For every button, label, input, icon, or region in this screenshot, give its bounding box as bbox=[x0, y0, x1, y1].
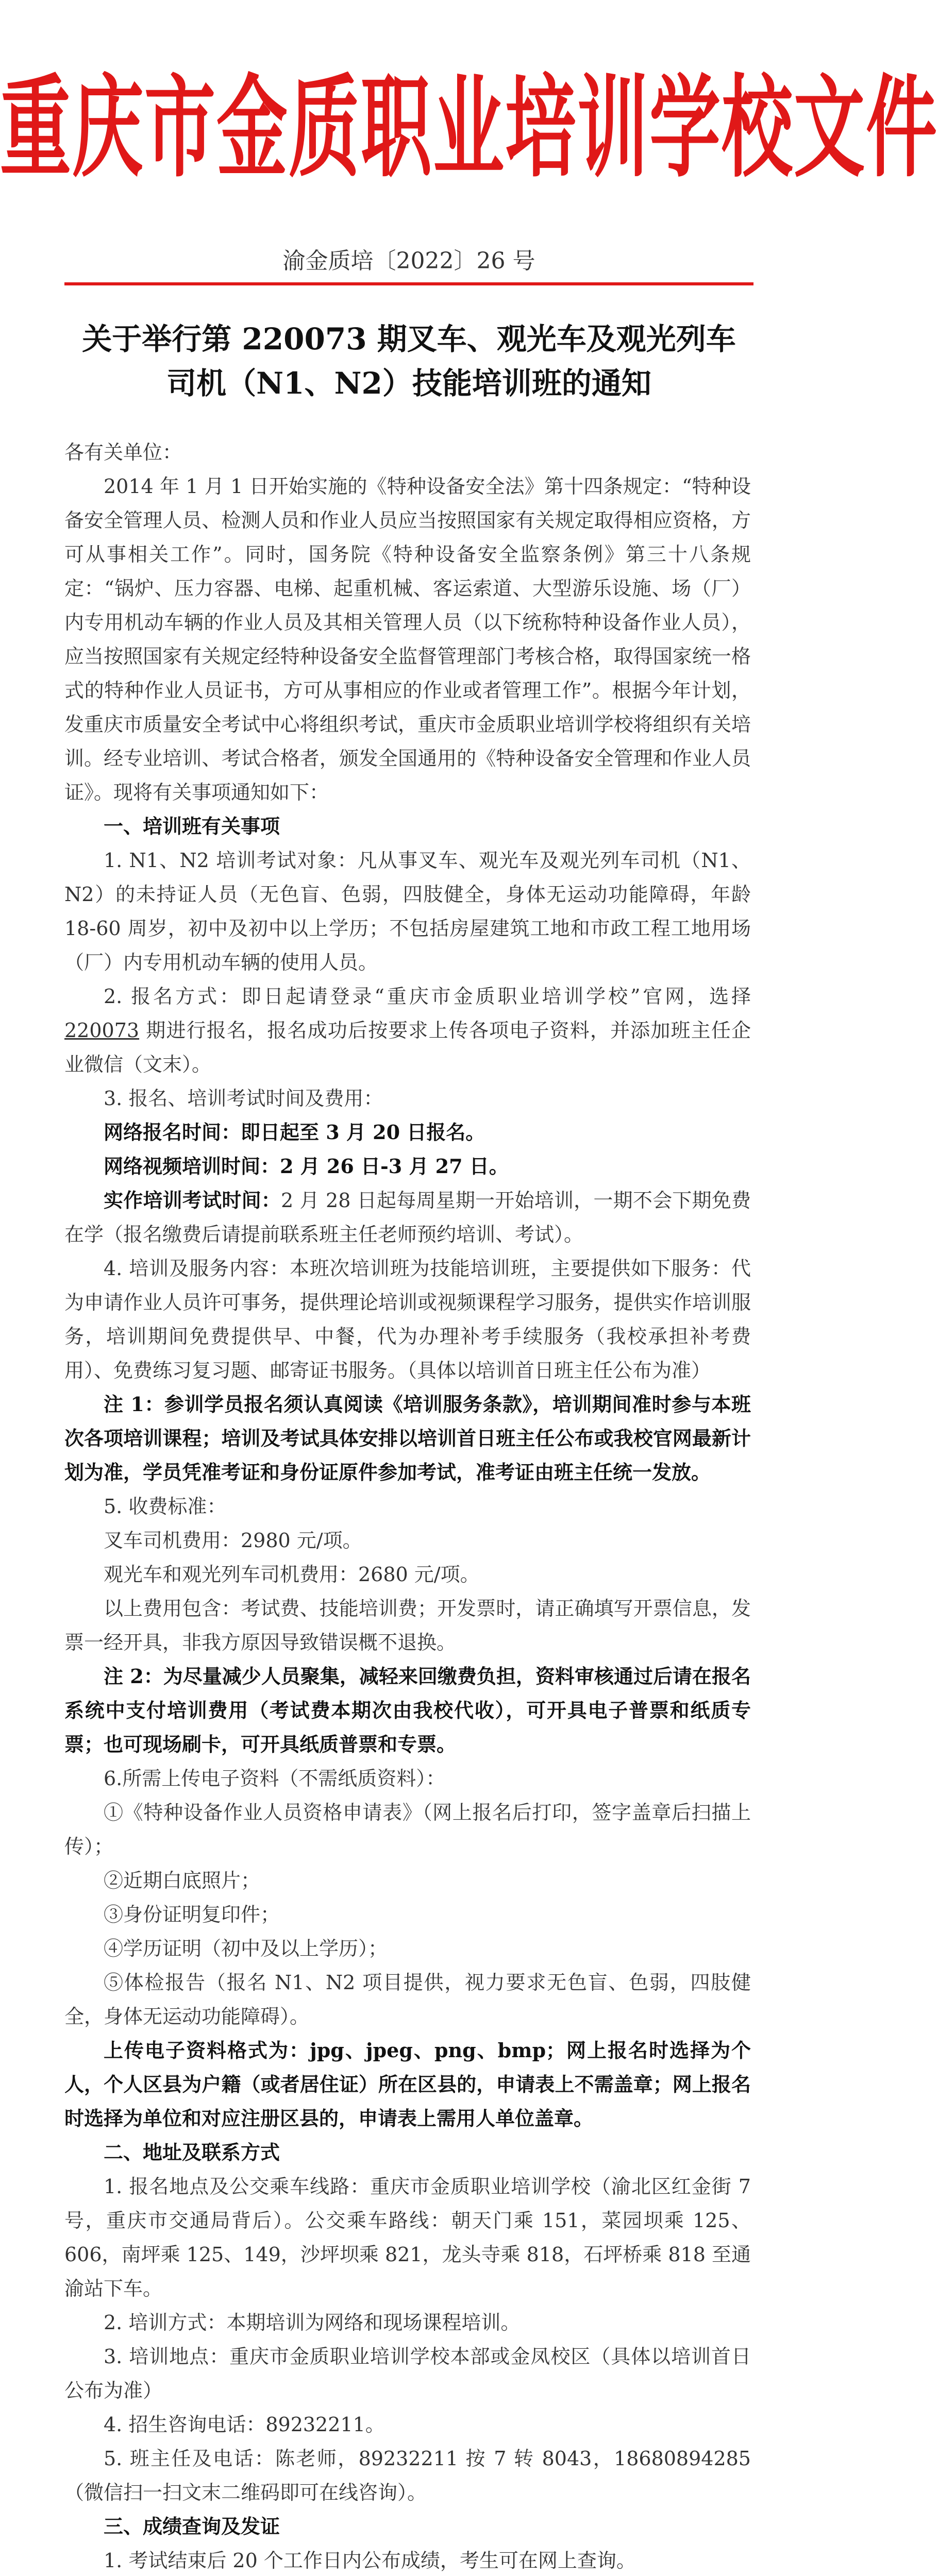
notice-title bbox=[57, 317, 761, 405]
section-3-heading: 三、成绩查询及发证 bbox=[104, 2515, 280, 2538]
intro-paragraph: 2014 年 1 月 1 日开始实施的《特种设备安全法》第十四条规定：“特种设备安全管理人员、检测人员和作业人员应当按照国家有关规定取得相应资格，方可从事相关工作”。同时，国务院《特种设备安全监察条例》第三十八条规定：“锅炉、压力容器、电梯、起重机械、客运索道、大型游乐设施、场（厂）内专用机动车辆的作业人员及其相关管理人员（以下统称特种设备作业人员），应当按照国家有关规定经特种设备安全监督管理部门考核合格，取得国家统一格式的特种作业人员证书，方可从事相应的作业或者管理工作”。根据今年计划，发重庆市质量安全考试中心将组织考试，重庆市金质职业培训学校将组织有关培训。经专业培训、考试合格者，颁发全国通用的《特种设备安全管理和作业人员证》。现将有关事项通知如下： bbox=[64, 475, 751, 804]
s1-services: 4. 培训及服务内容：本班次培训班为技能培训班，主要提供如下服务：代为申请作业人员许可事务，提供理论培训或视频课程学习服务，提供实作培训服务，培训期间免费提供早、中餐，代为办理补考手续服务（我校承担补考费用）、免费练习复习题、邮寄证书服务。（具体以培训首日班主任公布为准） bbox=[64, 1257, 751, 1382]
s3-results: 1. 考试结束后 20 个工作日内公布成绩，考生可在网上查询。 bbox=[104, 2549, 636, 2572]
s1-fee-heading: 5. 收费标准： bbox=[104, 1495, 227, 1518]
notice-body bbox=[64, 435, 751, 2576]
notice-title-line1: 关于举行第 220073 期叉车、观光车及观光列车 bbox=[82, 321, 736, 357]
s1-material-item: ④学历证明（初中及以上学历）； bbox=[104, 1937, 388, 1960]
section-1-heading: 一、培训班有关事项 bbox=[104, 815, 280, 838]
s1-practice-training bbox=[64, 1183, 751, 1251]
s1-period-number: 220073 bbox=[64, 1019, 140, 1042]
s1-online-registration: 网络报名时间：即日起至 3 月 20 日报名。 bbox=[104, 1121, 485, 1144]
red-divider bbox=[64, 282, 753, 285]
s1-target: 1. N1、N2 培训考试对象：凡从事叉车、观光车及观光列车司机（N1、N2）的未持证人员（无色盲、色弱，四肢健全，身体无运动功能障碍，年龄 18-60 周岁，初中及初中以上学历；不包括房屋建筑工地和市政工程工地用场（厂）内专用机动车辆的使用人员。 bbox=[64, 849, 751, 974]
s1-practice-label: 实作培训考试时间： bbox=[104, 1189, 281, 1212]
s1-material-item: ①《特种设备作业人员资格申请表》（网上报名后打印，签字盖章后扫描上传）； bbox=[64, 1801, 751, 1858]
s1-note-2: 注 2：为尽量减少人员聚集，减轻来回缴费负担，资料审核通过后请在报名系统中支付培训费用（考试费本期次由我校代收），可开具电子普票和纸质专票；也可现场刷卡，可开具纸质普票和专票。 bbox=[64, 1665, 751, 1756]
s1-fee-description: 以上费用包含：考试费、技能培训费；开发票时，请正确填写开票信息，发票一经开具，非我方原因导致错误概不退换。 bbox=[64, 1597, 751, 1654]
s1-video-training: 网络视频培训时间：2 月 26 日-3 月 27 日。 bbox=[104, 1155, 509, 1178]
org-letterhead-title: 重庆市金质职业培训学校文件 bbox=[0, 63, 938, 193]
section-2-heading: 二、地址及联系方式 bbox=[104, 2141, 280, 2164]
notice-title-line2: 司机（N1、N2）技能培训班的通知 bbox=[166, 366, 651, 401]
s1-practice-text: 2 月 28 日起每周星期一开始培训，一期不会下期免费在学（报名缴费后请提前联系班主任老师预约培训、考试）。 bbox=[64, 1189, 751, 1246]
s1-note-1: 注 1：参训学员报名须认真阅读《培训服务条款》，培训期间准时参与本班次各项培训课程；培训及考试具体安排以培训首日班主任公布或我校官网最新计划为准，学员凭准考证和身份证原件参加考试，准考证由班主任统一发放。 bbox=[64, 1393, 751, 1484]
s1-schedule-heading: 3. 报名、培训考试时间及费用： bbox=[104, 1087, 383, 1110]
s2-class-teacher: 5. 班主任及电话：陈老师，89232211 按 7 转 8043，18680894285（微信扫一扫文末二维码即可在线咨询）。 bbox=[64, 2447, 751, 2504]
s1-material-item: ②近期白底照片； bbox=[104, 1869, 261, 1892]
s1-upload-format: 上传电子资料格式为：jpg、jpeg、png、bmp；网上报名时选择为个人，个人区县为户籍（或者居住证）所在区县的，申请表上不需盖章；网上报名时选择为单位和对应注册区县的，申请表上需用人单位盖章。 bbox=[64, 2039, 751, 2130]
s1-registration-text-b: 期进行报名，报名成功后按要求上传各项电子资料，并添加班主任企业微信（文末）。 bbox=[64, 1019, 751, 1076]
document-number: 渝金质培〔2022〕26 号 bbox=[282, 248, 535, 274]
s2-training-location: 3. 培训地点：重庆市金质职业培训学校本部或金凤校区（具体以培训首日公布为准） bbox=[64, 2345, 751, 2402]
s1-material-item: ③身份证明复印件； bbox=[104, 1903, 280, 1926]
s2-hotline: 4. 招生咨询电话：89232211。 bbox=[104, 2413, 385, 2436]
s1-registration-text-a: 2. 报名方式：即日起请登录“重庆市金质职业培训学校”官网，选择 bbox=[104, 985, 751, 1008]
s1-material-item: ⑤体检报告（报名 N1、N2 项目提供，视力要求无色盲、色弱，四肢健全，身体无运动功能障碍）。 bbox=[64, 1971, 751, 2028]
s1-fee-forklift: 叉车司机费用：2980 元/项。 bbox=[104, 1529, 362, 1552]
s1-registration bbox=[64, 979, 751, 1081]
salutation: 各有关单位： bbox=[64, 441, 182, 464]
s2-address: 1. 报名地点及公交乘车线路：重庆市金质职业培训学校（渝北区红金街 7 号，重庆市交通局背后）。公交乘车路线：朝天门乘 151，菜园坝乘 125、606，南坪乘 125、149，沙坪坝乘 821，龙头寺乘 818，石坪桥乘 818 至通渝站下车。 bbox=[64, 2175, 751, 2300]
s1-fee-sightseeing: 观光车和观光列车司机费用：2680 元/项。 bbox=[104, 1563, 480, 1586]
s2-training-mode: 2. 培训方式：本期培训为网络和现场课程培训。 bbox=[104, 2311, 521, 2334]
s1-materials-heading: 6.所需上传电子资料（不需纸质资料）： bbox=[104, 1767, 446, 1790]
